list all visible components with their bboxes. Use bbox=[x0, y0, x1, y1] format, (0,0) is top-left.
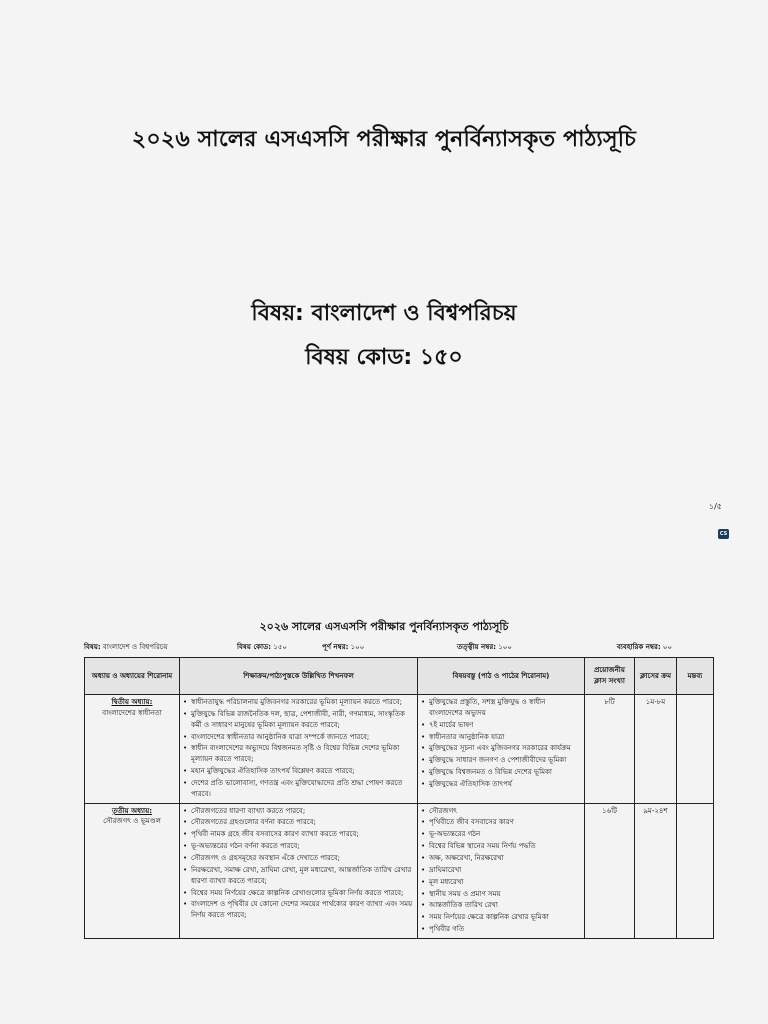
content-item: • পৃথিবীর গতি bbox=[421, 924, 581, 935]
outcome-item: • সৌরজগৎ ও গ্রহসমূহের অবস্থান এঁকে দেখাতে পারবে; bbox=[183, 853, 414, 864]
chapter-cell bbox=[85, 695, 180, 804]
outcome-item: • নিরক্ষরেখা, সমাক্ষ রেখা, দ্রাঘিমা রেখা, মূল মধ্যরেখা, আন্তর্জাতিক তারিখ রেখার ধারণা ব্যাখ্যা করতে পারবে; bbox=[183, 865, 414, 887]
outcome-item: • দেশের প্রতি ভালোবাসা, গণতন্ত্র এবং মুক্তিযোদ্ধাদের প্রতি শ্রদ্ধা পোষণ করতে পারবে। bbox=[183, 778, 414, 800]
outcome-item: • বাংলাদেশ ও পৃথিবীর যে কোনো দেশের সময়ের পার্থক্যের কারণ ব্যাখ্যা এবং সময় নির্ণয় করতে পারবে; bbox=[183, 899, 414, 921]
outcomes-list bbox=[183, 697, 414, 800]
content-list bbox=[421, 697, 581, 790]
outcomes-list bbox=[183, 806, 414, 921]
chapter-name: সৌরজগৎ ও ভূমণ্ডল bbox=[103, 817, 161, 826]
content-cell bbox=[418, 803, 585, 938]
syllabus-table bbox=[84, 657, 714, 939]
header-outcomes: শিক্ষাক্রম/পাঠ্যপুস্তকে উল্লিখিত শিখনফল bbox=[180, 658, 418, 695]
syllabus-page bbox=[0, 560, 768, 1024]
meta-code-label: বিষয় কোড: bbox=[237, 643, 272, 651]
content-item: • মুক্তিযুদ্ধে সাধারণ জনগণ ও পেশাজীবীদের ভূমিকা bbox=[421, 755, 581, 766]
meta-subject bbox=[84, 641, 168, 653]
content-item: • সৌরজগৎ bbox=[421, 806, 581, 817]
meta-subject-label: বিষয়: bbox=[84, 643, 101, 651]
outcome-item: • মুক্তিযুদ্ধে বিভিন্ন রাজনৈতিক দল, ছাত্র, পেশাজীবী, নারী, গণমাধ্যম, সাংস্কৃতিক কর্মী ও সাধারণ মানুষের ভূমিকা মূল্যায়ন করতে পারবে; bbox=[183, 709, 414, 731]
meta-code bbox=[237, 641, 287, 653]
meta-code-value: ১৫০ bbox=[273, 643, 287, 651]
table-header-row bbox=[85, 658, 714, 695]
outcomes-cell bbox=[180, 803, 418, 938]
meta-full-marks-label: পূর্ণ নম্বর: bbox=[322, 643, 349, 651]
outcomes-cell bbox=[180, 695, 418, 804]
outcome-item: • সৌরজগতের ধারণা ব্যাখ্যা করতে পারবে; bbox=[183, 806, 414, 817]
outcome-item: • পৃথিবী নামক গ্রহে জীব বসবাসের কারণ ব্যাখ্যা করতে পারবে; bbox=[183, 829, 414, 840]
header-classes: প্রয়োজনীয় ক্লাস সংখ্যা bbox=[585, 658, 635, 695]
content-item: • স্বাধীনতার আনুষ্ঠানিক যাত্রা bbox=[421, 732, 581, 743]
header-chapter: অধ্যায় ও অধ্যায়ের শিরোনাম bbox=[85, 658, 180, 695]
subject-code-heading: বিষয় কোড: ১৫০ bbox=[305, 345, 463, 370]
meta-practical bbox=[617, 641, 672, 653]
camscanner-badge-icon: CS bbox=[719, 531, 728, 537]
content-item: • আন্তর্জাতিক তারিখ রেখা bbox=[421, 900, 581, 911]
meta-full-marks-value: ১০০ bbox=[350, 643, 365, 651]
table-row bbox=[85, 695, 714, 804]
outcome-item: • সৌরজগতের গ্রহগুলোর বর্ণনা করতে পারবে; bbox=[183, 817, 414, 828]
content-item: • মূল মধ্যরেখা bbox=[421, 877, 581, 888]
content-item: • দ্রাঘিমারেখা bbox=[421, 865, 581, 876]
chapter-name: বাংলাদেশের স্বাধীনতা bbox=[102, 708, 162, 717]
remarks-cell bbox=[677, 695, 714, 804]
outcome-item: • মহান মুক্তিযুদ্ধের ঐতিহাসিক তাৎপর্য বিশ্লেষণ করতে পারবে; bbox=[183, 766, 414, 777]
meta-theory-label: তত্ত্বীয় নম্বর: bbox=[457, 643, 496, 651]
outcome-item: • স্বাধীন বাংলাদেশের অভ্যুদয়ে বিশ্বজনমত সৃষ্টি ও বিশ্বের বিভিন্ন দেশের ভূমিকা মূল্যায়ন করতে পারবে; bbox=[183, 743, 414, 765]
chapter-number: দ্বিতীয় অধ্যায়: bbox=[111, 698, 153, 706]
subject-heading: বিষয়: বাংলাদেশ ও বিশ্বপরিচয় bbox=[251, 301, 517, 326]
meta-theory-value: ১০০ bbox=[498, 643, 512, 651]
content-item: • মুক্তিযুদ্ধে বিশ্বজনমত ও বিভিন্ন দেশের ভূমিকা bbox=[421, 767, 581, 778]
class-order-cell: ৯ম-২৪শ bbox=[635, 803, 677, 938]
meta-full-marks bbox=[322, 641, 364, 653]
content-item: • মুক্তিযুদ্ধের প্রস্তুতি, সশস্ত্র মুক্তিযুদ্ধ ও স্বাধীন বাংলাদেশের অভ্যুদয় bbox=[421, 697, 581, 719]
outcome-item: • বাংলাদেশের স্বাধীনতার আনুষ্ঠানিক যাত্রা সম্পর্কে জানতে পারবে; bbox=[183, 732, 414, 743]
cover-title: ২০২৬ সালের এসএসসি পরীক্ষার পুনর্বিন্যাসকৃত পাঠ্যসূচি bbox=[131, 127, 637, 152]
meta-practical-label: ব্যবহারিক নম্বর: bbox=[617, 643, 661, 651]
page-number: ১/৫ bbox=[708, 502, 722, 511]
chapter-cell bbox=[85, 803, 180, 938]
content-list bbox=[421, 806, 581, 935]
header-remarks: মন্তব্য bbox=[677, 658, 714, 695]
content-item: • সময় নির্ণয়ের ক্ষেত্রে কাল্পনিক রেখার ভূমিকা bbox=[421, 912, 581, 923]
outcome-item: • বিশ্বের সময় নির্ণয়ের ক্ষেত্রে কাল্পনিক রেখাগুলোর ভূমিকা নির্ণয় করতে পারবে; bbox=[183, 888, 414, 899]
classes-cell: ৮টি bbox=[585, 695, 635, 804]
class-order-cell: ১ম-৮ম bbox=[635, 695, 677, 804]
header-content: বিষয়বস্তু (পাঠ ও পাঠের শিরোনাম) bbox=[418, 658, 585, 695]
content-item: • অক্ষ, অক্ষরেখা, নিরক্ষরেখা bbox=[421, 853, 581, 864]
meta-theory bbox=[457, 641, 512, 653]
content-item: • ভূ-অভ্যন্তরের গঠন bbox=[421, 829, 581, 840]
outcome-item: • স্বাধীনতাযুদ্ধ পরিচালনায় মুজিবনগর সরকারের ভূমিকা মূল্যায়ন করতে পারবে; bbox=[183, 697, 414, 708]
content-item: • পৃথিবীতে জীব বসবাসের কারণ bbox=[421, 817, 581, 828]
classes-cell: ১৬টি bbox=[585, 803, 635, 938]
meta-subject-value: বাংলাদেশ ও বিশ্বপরিচয় bbox=[102, 643, 168, 651]
content-cell bbox=[418, 695, 585, 804]
content-item: • ৭ই মার্চের ভাষণ bbox=[421, 720, 581, 731]
content-item: • মুক্তিযুদ্ধের সূচনা এবং মুজিবনগর সরকারের কার্যক্রম bbox=[421, 743, 581, 754]
header-class-order: ক্লাসের ক্রম bbox=[635, 658, 677, 695]
outcome-item: • ভূ-অভ্যন্তরের গঠন বর্ণনা করতে পারবে; bbox=[183, 841, 414, 852]
content-item: • মুক্তিযুদ্ধের ঐতিহাসিক তাৎপর্য bbox=[421, 779, 581, 790]
remarks-cell bbox=[677, 803, 714, 938]
table-row bbox=[85, 803, 714, 938]
content-item: • বিশ্বের বিভিন্ন স্থানের সময় নির্ণয় পদ্ধতি bbox=[421, 841, 581, 852]
content-item: • স্থানীয় সময় ও প্রমাণ সময় bbox=[421, 889, 581, 900]
syllabus-title: ২০২৬ সালের এসএসসি পরীক্ষার পুনর্বিন্যাসকৃত পাঠ্যসূচি bbox=[259, 620, 509, 633]
chapter-number: তৃতীয় অধ্যায়: bbox=[111, 806, 153, 815]
meta-practical-value: ০০ bbox=[662, 643, 673, 651]
